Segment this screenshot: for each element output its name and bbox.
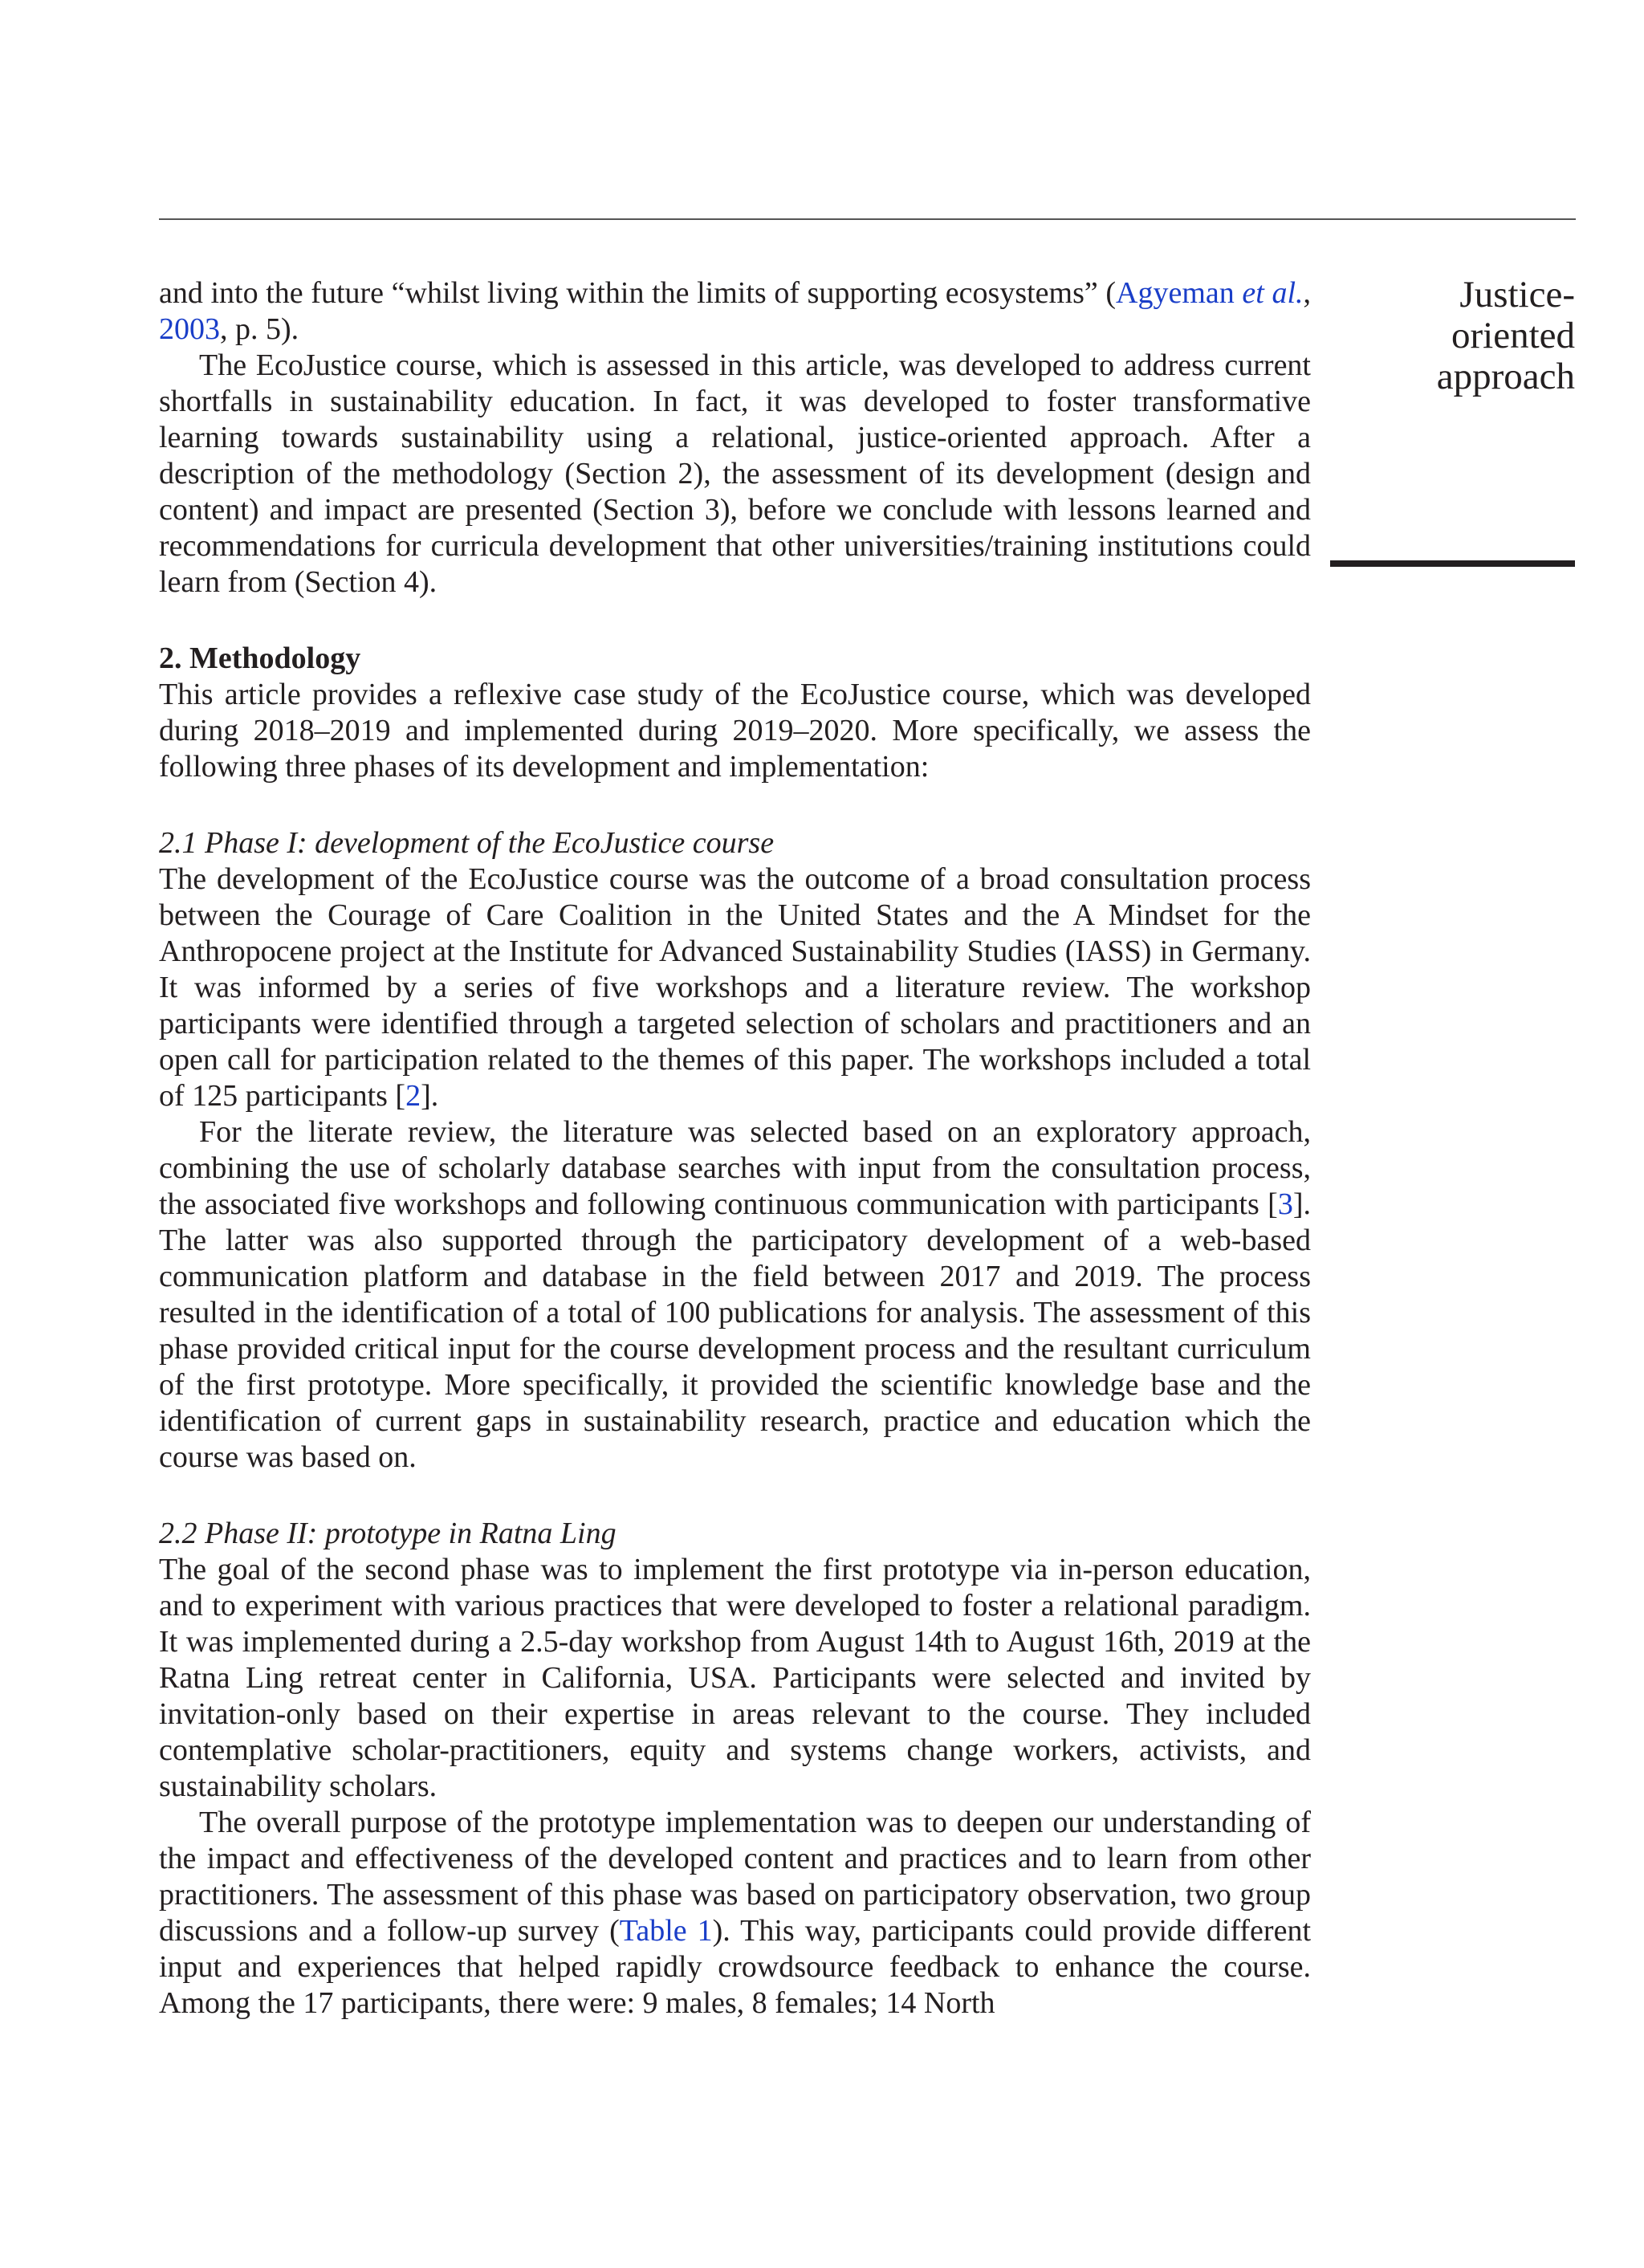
paragraph-phase-1-a: The development of the EcoJustice course was the outcome of a broad consultation process between the Courage of Care Coalition in the United States and the A Mindset for the Anthropocene project at the Institute for Advanced Sustainability Studies (IASS) in Germany. It was informed by a series of five workshops and a literature review. The workshop participants were identified through a targeted selection of scholars and practitioners and an open call for participation related to the themes of this paper. The workshops included a total of 125 participants [2]. [159,862,1311,1113]
top-rule [159,218,1576,220]
side-heading-line-3: approach [1436,356,1575,397]
side-heading-line-1: Justice- [1459,274,1575,316]
paragraph-intro: The EcoJustice course, which is assessed in this article, was developed to address current shortfalls in sustainability education. In fact, it was developed to foster transformative learning towards sustainability using a relational, justice-oriented approach. After a description of the methodology (Section 2), the assessment of its development (design and content) and impact are presented (Section 3), before we conclude with lessons learned and recommendations for curricula development that other universities/training institutions could learn from (Section 4). [159,348,1311,599]
paragraph-phase-2-a: The goal of the second phase was to implement the first prototype via in-person education, and to experiment with various practices that were developed to foster a relational paradigm. It was implemented during a 2.5-day workshop from August 14th to August 16th, 2019 at the Ratna Ling retreat center in California, USA. Participants were selected and invited by invitation-only based on their expertise in areas relevant to the course. They included contemplative scholar-practitioners, equity and systems change workers, activists, and sustainability scholars. [159,1553,1311,1803]
footnote-link-3[interactable]: 3 [1277,1187,1293,1221]
citation-link-et-al[interactable]: et al. [1242,276,1304,310]
table-link-1[interactable]: Table 1 [619,1914,713,1948]
side-heading-line-2: oriented [1451,315,1575,356]
paragraph-continuation: and into the future “whilst living within the limits of supporting ecosystems” (Agyeman et al., 2003, p. 5). [159,276,1312,346]
paragraph-phase-1-b: For the literate review, the literature was selected based on an exploratory approach, combining the use of scholarly database searches with input from the consultation process, the associated five workshops and following continuous communication with participants [3]. The latter was also supported through the participatory development of a web-based communication platform and database in the field between 2017 and 2019. The process resulted in the identification of a total of 100 publications for analysis. The assessment of this phase provided critical input for the course development process and the resultant curriculum of the first prototype. More specifically, it provided the scientific knowledge base and the identification of current gaps in sustainability research, practice and education which the course was based on. [159,1115,1311,1474]
footnote-link-2[interactable]: 2 [405,1079,421,1113]
paragraph-phase-2-b: The overall purpose of the prototype implementation was to deepen our understanding of the impact and effectiveness of the developed content and practices and to learn from other practitioners. The assessment of this phase was based on participatory observation, two group discussions and a follow-up survey (Table 1). This way, participants could provide different input and experiences that helped rapidly crowdsource feedback to enhance the course. Among the 17 participants, there were: 9 males, 8 females; 14 North [159,1806,1312,2020]
paragraph-methodology-intro: This article provides a reflexive case study of the EcoJustice course, which was developed during 2018–2019 and implemented during 2019–2020. More specifically, we assess the following three phases of its development and implementation: [159,678,1311,784]
section-heading-methodology: 2. Methodology [159,641,361,675]
subsection-heading-phase-2: 2.2 Phase II: prototype in Ratna Ling [159,1517,616,1550]
main-text-column [159,275,1311,2022]
running-side-heading [1333,275,1575,397]
citation-link-2003[interactable]: 2003 [159,312,220,346]
citation-link-agyeman[interactable]: Agyeman [1116,276,1235,310]
side-rule [1330,560,1575,567]
subsection-heading-phase-1: 2.1 Phase I: development of the EcoJustice course [159,826,775,860]
